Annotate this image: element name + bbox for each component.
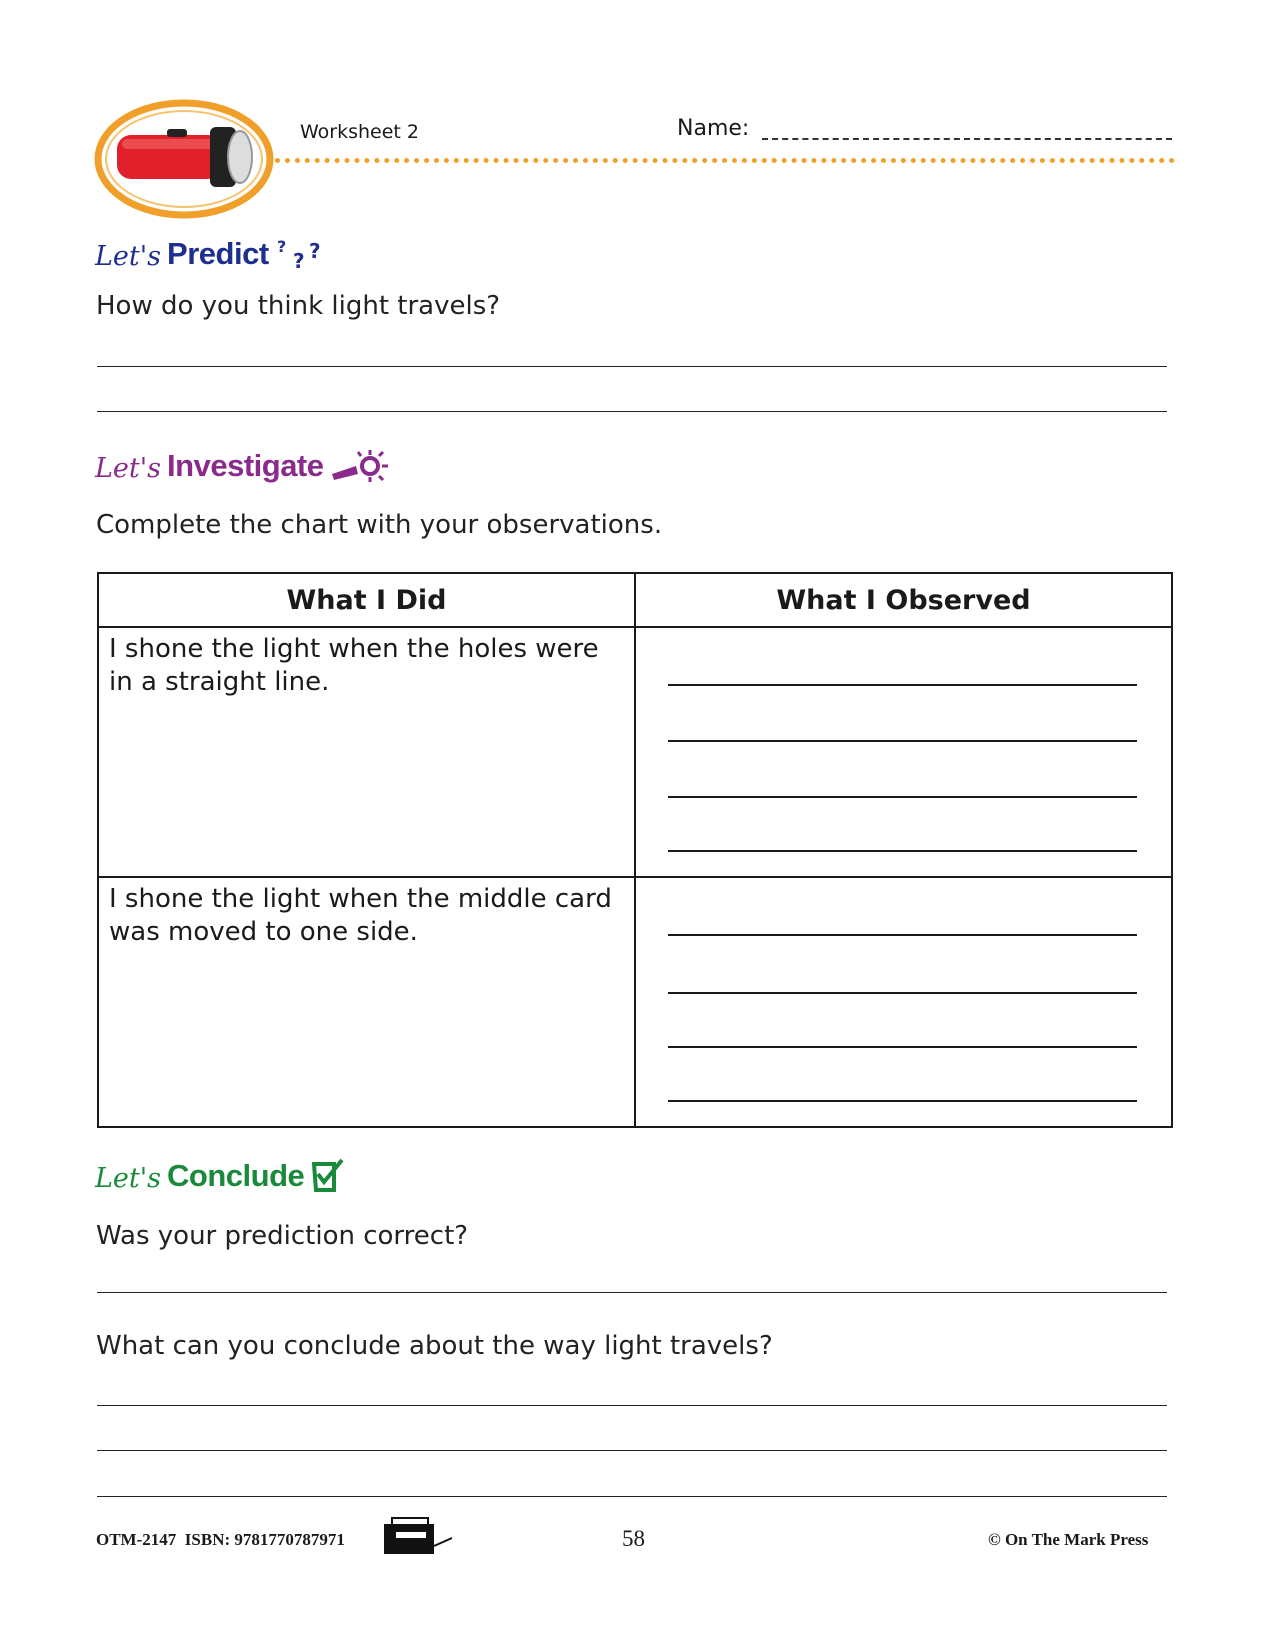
investigate-script-word: Let's <box>95 453 162 484</box>
footer-code <box>96 1530 345 1550</box>
name-blank-line[interactable] <box>762 138 1172 140</box>
flashlight-logo-icon <box>92 97 277 222</box>
predict-heading <box>95 236 325 272</box>
observation-line[interactable] <box>668 850 1137 852</box>
answer-line[interactable] <box>97 366 1167 367</box>
did-cell <box>98 627 635 877</box>
conclude-heading <box>95 1158 346 1194</box>
predict-script-word: Let's <box>95 241 162 272</box>
svg-text:?: ? <box>276 237 286 256</box>
predict-question: How do you think light travels? <box>96 291 501 321</box>
observation-line[interactable] <box>668 992 1137 994</box>
observation-chart <box>97 572 1173 1128</box>
checkbox-icon <box>310 1158 346 1194</box>
investigate-title: Investigate <box>167 448 324 483</box>
table-row <box>98 877 1172 1127</box>
observation-line[interactable] <box>668 796 1137 798</box>
press-logo-icon <box>382 1516 454 1556</box>
product-code: OTM-2147 <box>96 1530 177 1549</box>
conclude-question-1: Was your prediction correct? <box>96 1221 469 1251</box>
page-number: 58 <box>622 1526 645 1551</box>
flashlight-beam-icon <box>330 448 392 484</box>
observed-cell[interactable] <box>635 627 1172 877</box>
name-label: Name: <box>677 116 750 141</box>
table-row <box>98 627 1172 877</box>
observation-line[interactable] <box>668 684 1137 686</box>
publisher: © On The Mark Press <box>988 1530 1149 1549</box>
svg-text:?: ? <box>308 239 321 263</box>
header-dotted-divider <box>275 158 1175 163</box>
answer-line[interactable] <box>97 411 1167 412</box>
column-header-observed: What I Observed <box>635 573 1172 627</box>
conclude-question-2: What can you conclude about the way light travels? <box>96 1331 773 1361</box>
observed-cell[interactable] <box>635 877 1172 1127</box>
did-cell <box>98 877 635 1127</box>
answer-line[interactable] <box>97 1450 1167 1451</box>
answer-line[interactable] <box>97 1496 1167 1497</box>
isbn: ISBN: 9781770787971 <box>184 1530 345 1549</box>
worksheet-label: Worksheet 2 <box>300 121 420 143</box>
observation-line[interactable] <box>668 740 1137 742</box>
observation-line[interactable] <box>668 934 1137 936</box>
question-marks-icon <box>275 236 325 272</box>
conclude-script-word: Let's <box>95 1163 162 1194</box>
did-text: I shone the light when the holes were in a straight line. <box>109 634 599 697</box>
predict-title: Predict <box>167 236 269 271</box>
answer-line[interactable] <box>97 1292 1167 1293</box>
observation-line[interactable] <box>668 1046 1137 1048</box>
observation-line[interactable] <box>668 1100 1137 1102</box>
svg-text:?: ? <box>292 249 305 272</box>
investigate-heading <box>95 448 392 484</box>
answer-line[interactable] <box>97 1405 1167 1406</box>
column-header-did: What I Did <box>98 573 635 627</box>
conclude-title: Conclude <box>167 1158 305 1193</box>
investigate-instruction: Complete the chart with your observations. <box>96 510 663 540</box>
did-text: I shone the light when the middle card was moved to one side. <box>109 884 612 947</box>
